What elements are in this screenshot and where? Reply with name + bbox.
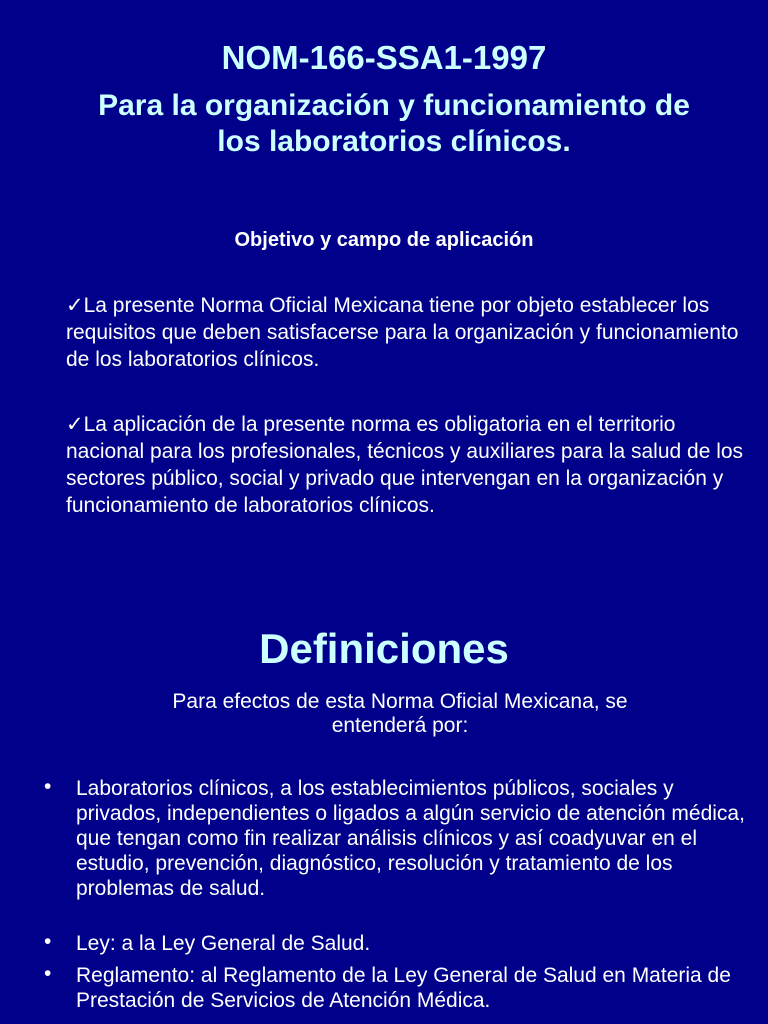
subtitle-line-2: los laboratorios clínicos.	[217, 125, 571, 158]
bullet-icon: •	[44, 962, 52, 985]
checkmark-icon: ✓	[66, 294, 84, 317]
definition-item: Laboratorios clínicos, a los establecimientos públicos, sociales y privados, independientes o ligados a algún servicio de atención médica, que tengan como fin realizar análisis clínicos y así coadyuvar en el estudio, prevención, diagnóstico, resolución y tratamiento de los problemas de salud.	[76, 777, 745, 900]
checkmark-icon: ✓	[66, 413, 84, 436]
bullet-icon: •	[44, 930, 52, 953]
definitions-heading: Definiciones	[259, 625, 509, 672]
definitions-intro-line-1: Para efectos de esta Norma Oficial Mexicana, se	[172, 690, 628, 713]
objective-item-text: La aplicación de la presente norma es obligatoria en el territorio nacional para los profesionales, técnicos y auxiliares para la salud de los sectores público, social y privado que intervengan en la organización y funcionamiento de laboratorios clínicos.	[66, 413, 744, 517]
definition-item: Ley: a la Ley General de Salud.	[76, 932, 371, 955]
document-title: NOM-166-SSA1-1997	[221, 39, 547, 76]
bullet-icon: •	[44, 775, 52, 798]
subtitle-line-1: Para la organización y funcionamiento de	[98, 89, 690, 122]
document-subtitle	[30, 88, 758, 160]
definition-item: Reglamento: al Reglamento de la Ley General de Salud en Materia de Prestación de Servicios de Atención Médica.	[76, 964, 731, 1012]
objective-item	[66, 411, 746, 519]
objective-item	[66, 292, 746, 373]
definitions-intro-line-2: entenderá por:	[331, 714, 469, 737]
definitions-intro	[70, 690, 730, 738]
objective-item-text: La presente Norma Oficial Mexicana tiene por objeto establecer los requisitos que deben satisfacerse para la organización y funcionamiento de los laboratorios clínicos.	[66, 294, 739, 371]
objective-heading: Objetivo y campo de aplicación	[234, 229, 534, 251]
